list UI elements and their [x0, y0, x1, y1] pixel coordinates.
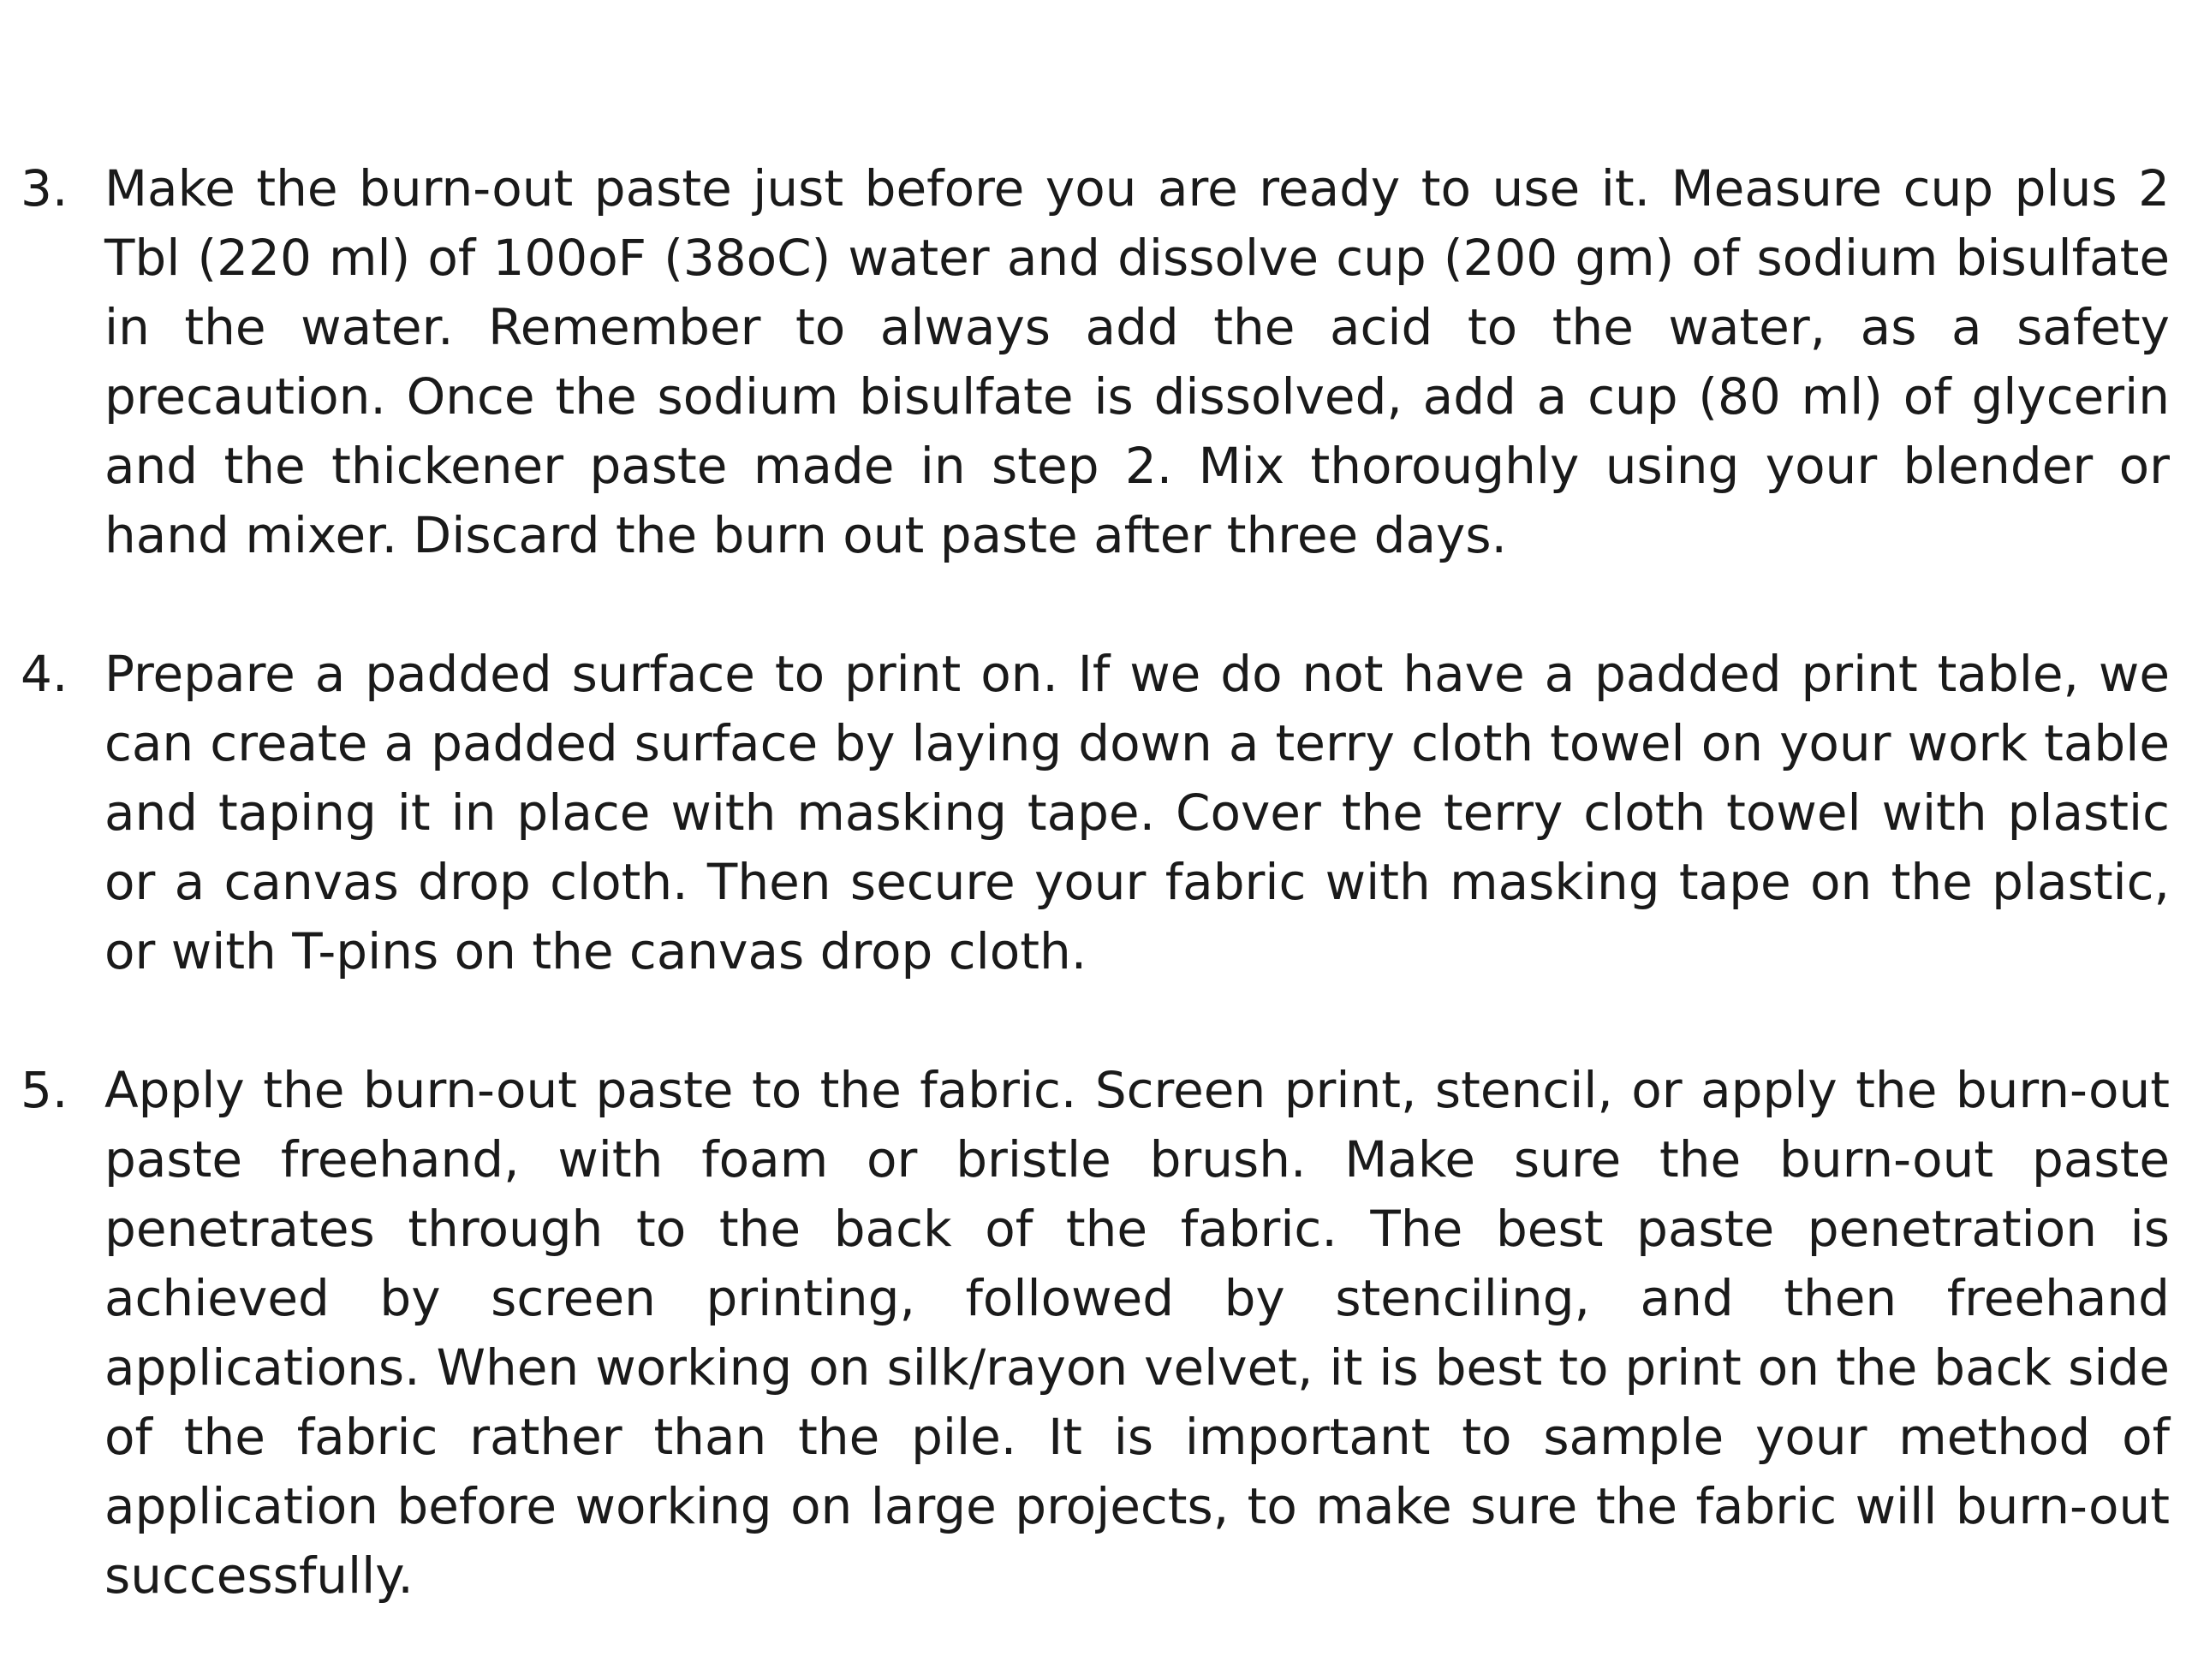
step-text: Apply the burn-out paste to the fabric. Screen print, stencil, or apply the burn-out paste freehand, with foam or bristle brush. Make sure the burn-out paste penetrates through to the back of the fabric. The best paste penetration is achieved by screen printing, followed by stenciling, and then freehand applications. When working on silk/rayon velvet, it is best to print on the back side of the fabric rather than the pile. It is important to sample your method of application before working on large projects, to make sure the fabric will burn-out successfully. — [104, 1061, 2170, 1605]
step-3 — [21, 154, 2170, 570]
instruction-steps — [21, 154, 2170, 1680]
step-text: Make the burn-out paste just before you are ready to use it. Measure cup plus 2 Tbl (220 ml) of 100oF (38oC) water and dissolve cup (200 gm) of sodium bisulfate in the water. Remember to always add the acid to the water, as a safety precaution. Once the sodium bisulfate is dissolved, add a cup (80 ml) of glycerin and the thickener paste made in step 2. Mix thoroughly using your blender or hand mixer. Discard the burn out paste after three days. — [104, 159, 2170, 564]
step-number: 3. — [21, 159, 68, 217]
step-number: 4. — [21, 645, 68, 703]
step-5 — [21, 1056, 2170, 1611]
step-text: Prepare a padded surface to print on. If we do not have a padded print table, we can create a padded surface by laying down a terry cloth towel on your work table and taping it in place with masking tape. Cover the terry cloth towel with plastic or a canvas drop cloth. Then secure your fabric with masking tape on the plastic, or with T-pins on the canvas drop cloth. — [104, 645, 2170, 980]
step-number: 5. — [21, 1061, 68, 1119]
step-4 — [21, 640, 2170, 986]
